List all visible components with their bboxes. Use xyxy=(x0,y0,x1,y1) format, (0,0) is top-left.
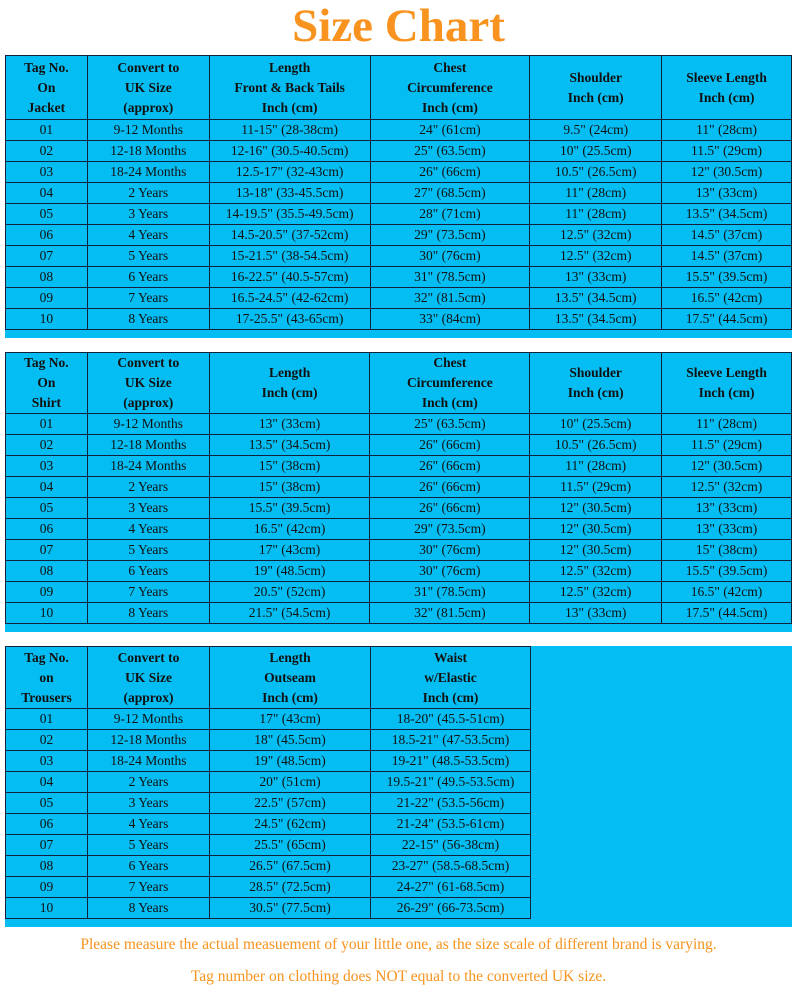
cell-uk-size: 3 Years xyxy=(88,793,210,814)
cell-tag-no: 05 xyxy=(6,793,88,814)
cell-shoulder: 11" (28cm) xyxy=(530,204,662,225)
cell-waist: 23-27" (58.5-68.5cm) xyxy=(371,856,531,877)
header-line: Chest xyxy=(433,355,467,370)
cell-chest: 26" (66cm) xyxy=(370,498,530,519)
cell-uk-size: 3 Years xyxy=(87,204,209,225)
cell-sleeve-length: 17.5" (44.5cm) xyxy=(662,603,792,624)
cell-uk-size: 5 Years xyxy=(88,835,210,856)
tag-number-note: Tag number on clothing does NOT equal to the converted UK size. xyxy=(190,968,607,985)
cell-sleeve-length: 11.5" (29cm) xyxy=(662,141,792,162)
cell-length: 21.5" (54.5cm) xyxy=(209,603,370,624)
table-row xyxy=(6,835,531,856)
header-line: Shoulder xyxy=(569,365,622,380)
header-uk-size xyxy=(88,647,210,709)
header-line: Sleeve Length xyxy=(686,365,767,380)
cell-sleeve-length: 11.5" (29cm) xyxy=(662,435,792,456)
cell-tag-no: 09 xyxy=(6,877,88,898)
cell-length: 11-15" (28-38cm) xyxy=(209,120,370,141)
header-line: UK Size xyxy=(125,669,172,685)
cell-shoulder: 11" (28cm) xyxy=(530,183,662,204)
jacket-size-table xyxy=(5,55,792,330)
cell-tag-no: 02 xyxy=(6,730,88,751)
cell-waist: 22-15" (56-38cm) xyxy=(371,835,531,856)
table-row xyxy=(6,519,792,540)
cell-length: 17" (43cm) xyxy=(209,540,370,561)
table-row xyxy=(6,120,792,141)
cell-tag-no: 08 xyxy=(6,267,88,288)
header-line: (approx) xyxy=(123,395,174,410)
cell-shoulder: 9.5" (24cm) xyxy=(530,120,662,141)
cell-shoulder: 10.5" (26.5cm) xyxy=(530,435,662,456)
cell-length: 15" (38cm) xyxy=(209,477,370,498)
cell-length: 22.5" (57cm) xyxy=(210,793,371,814)
header-line: Tag No. xyxy=(24,59,69,75)
header-line: Inch (cm) xyxy=(421,99,478,115)
cell-sleeve-length: 12" (30.5cm) xyxy=(662,162,792,183)
cell-tag-no: 10 xyxy=(6,603,88,624)
cell-tag-no: 03 xyxy=(6,456,88,477)
cell-tag-no: 04 xyxy=(6,183,88,204)
cell-tag-no: 02 xyxy=(6,141,88,162)
header-line: Circumference xyxy=(407,79,493,95)
cell-length: 17-25.5" (43-65cm) xyxy=(209,309,370,330)
cell-uk-size: 18-24 Months xyxy=(87,456,209,477)
cell-uk-size: 6 Years xyxy=(88,856,210,877)
cell-length: 24.5" (62cm) xyxy=(210,814,371,835)
cell-length: 17" (43cm) xyxy=(210,709,371,730)
cell-shoulder: 13.5" (34.5cm) xyxy=(530,309,662,330)
table-row xyxy=(6,246,792,267)
header-row xyxy=(6,353,792,414)
header-waist xyxy=(371,647,531,709)
header-line: Length xyxy=(268,59,311,75)
header-line: Inch (cm) xyxy=(567,89,624,105)
cell-waist: 19-21" (48.5-53.5cm) xyxy=(371,751,531,772)
cell-chest: 26" (66cm) xyxy=(370,435,530,456)
cell-waist: 24-27" (61-68.5cm) xyxy=(371,877,531,898)
cell-length: 20" (51cm) xyxy=(210,772,371,793)
table-row xyxy=(6,603,792,624)
cell-uk-size: 4 Years xyxy=(87,519,209,540)
cell-sleeve-length: 13" (33cm) xyxy=(662,498,792,519)
jacket-panel xyxy=(5,55,792,338)
cell-tag-no: 02 xyxy=(6,435,88,456)
cell-chest: 31" (78.5cm) xyxy=(370,582,530,603)
cell-chest: 33" (84cm) xyxy=(370,309,530,330)
header-tag-no xyxy=(6,56,88,120)
cell-tag-no: 10 xyxy=(6,309,88,330)
cell-sleeve-length: 14.5" (37cm) xyxy=(662,225,792,246)
header-uk-size xyxy=(87,56,209,120)
header-line: UK Size xyxy=(124,79,172,95)
cell-tag-no: 05 xyxy=(6,498,88,519)
table-row xyxy=(6,751,531,772)
cell-waist: 21-24" (53.5-61cm) xyxy=(371,814,531,835)
cell-waist: 19.5-21" (49.5-53.5cm) xyxy=(371,772,531,793)
table-row xyxy=(6,877,531,898)
cell-uk-size: 12-18 Months xyxy=(87,141,209,162)
cell-length: 15.5" (39.5cm) xyxy=(209,498,370,519)
cell-tag-no: 06 xyxy=(6,225,88,246)
header-length xyxy=(210,647,371,709)
header-shoulder xyxy=(530,56,662,120)
header-row xyxy=(6,647,531,709)
table-row xyxy=(6,414,792,435)
cell-uk-size: 8 Years xyxy=(87,309,209,330)
cell-length: 15-21.5" (38-54.5cm) xyxy=(209,246,370,267)
table-row xyxy=(6,477,792,498)
cell-shoulder: 11" (28cm) xyxy=(530,456,662,477)
cell-tag-no: 09 xyxy=(6,582,88,603)
table-row xyxy=(6,730,531,751)
cell-length: 16-22.5" (40.5-57cm) xyxy=(209,267,370,288)
table-row xyxy=(6,309,792,330)
cell-tag-no: 01 xyxy=(6,709,88,730)
header-line: Convert to xyxy=(117,59,180,75)
header-line: Trousers xyxy=(21,689,72,705)
cell-uk-size: 4 Years xyxy=(88,814,210,835)
cell-length: 18" (45.5cm) xyxy=(210,730,371,751)
header-line: On xyxy=(37,375,56,390)
header-line: Inch (cm) xyxy=(262,689,318,705)
cell-length: 19" (48.5cm) xyxy=(210,751,371,772)
header-line: Convert to xyxy=(117,649,180,665)
cell-uk-size: 7 Years xyxy=(88,877,210,898)
cell-waist: 18-20" (45.5-51cm) xyxy=(371,709,531,730)
header-line: Inch (cm) xyxy=(567,385,624,400)
header-line: Sleeve Length xyxy=(686,69,767,85)
cell-tag-no: 04 xyxy=(6,772,88,793)
cell-length: 14-19.5" (35.5-49.5cm) xyxy=(209,204,370,225)
cell-length: 16.5-24.5" (42-62cm) xyxy=(209,288,370,309)
header-sleeve-length xyxy=(662,56,792,120)
cell-length: 19" (48.5cm) xyxy=(209,561,370,582)
cell-tag-no: 10 xyxy=(6,898,88,919)
table-row xyxy=(6,814,531,835)
cell-shoulder: 10" (25.5cm) xyxy=(530,141,662,162)
cell-length: 28.5" (72.5cm) xyxy=(210,877,371,898)
cell-sleeve-length: 15.5" (39.5cm) xyxy=(662,561,792,582)
cell-length: 12.5-17" (32-43cm) xyxy=(209,162,370,183)
cell-tag-no: 06 xyxy=(6,814,88,835)
cell-uk-size: 5 Years xyxy=(87,540,209,561)
cell-tag-no: 03 xyxy=(6,162,88,183)
cell-uk-size: 2 Years xyxy=(87,183,209,204)
cell-length: 26.5" (67.5cm) xyxy=(210,856,371,877)
cell-waist: 18.5-21" (47-53.5cm) xyxy=(371,730,531,751)
cell-uk-size: 6 Years xyxy=(87,561,209,582)
cell-shoulder: 12.5" (32cm) xyxy=(530,225,662,246)
cell-length: 20.5" (52cm) xyxy=(209,582,370,603)
cell-length: 13.5" (34.5cm) xyxy=(209,435,370,456)
cell-chest: 30" (76cm) xyxy=(370,561,530,582)
cell-tag-no: 06 xyxy=(6,519,88,540)
cell-sleeve-length: 13" (33cm) xyxy=(662,183,792,204)
cell-uk-size: 12-18 Months xyxy=(88,730,210,751)
cell-length: 14.5-20.5" (37-52cm) xyxy=(209,225,370,246)
cell-length: 13-18" (33-45.5cm) xyxy=(209,183,370,204)
header-line: (approx) xyxy=(123,689,174,705)
header-chest xyxy=(370,353,530,414)
header-line: Circumference xyxy=(407,375,493,390)
header-length xyxy=(209,353,370,414)
cell-shoulder: 10" (25.5cm) xyxy=(530,414,662,435)
table-row xyxy=(6,856,531,877)
table-row xyxy=(6,456,792,477)
cell-sleeve-length: 14.5" (37cm) xyxy=(662,246,792,267)
header-tag-no xyxy=(6,647,88,709)
cell-shoulder: 12.5" (32cm) xyxy=(530,582,662,603)
cell-tag-no: 08 xyxy=(6,856,88,877)
table-row xyxy=(6,898,531,919)
table-row xyxy=(6,267,792,288)
header-line: Length xyxy=(269,649,311,665)
cell-tag-no: 01 xyxy=(6,414,88,435)
trousers-panel xyxy=(5,646,792,927)
header-line: Tag No. xyxy=(24,355,69,370)
header-line: Outseam xyxy=(264,669,316,685)
cell-chest: 32" (81.5cm) xyxy=(370,603,530,624)
cell-chest: 25" (63.5cm) xyxy=(370,141,530,162)
header-uk-size xyxy=(87,353,209,414)
header-line: Inch (cm) xyxy=(422,689,479,705)
cell-tag-no: 04 xyxy=(6,477,88,498)
cell-uk-size: 2 Years xyxy=(88,772,210,793)
cell-chest: 24" (61cm) xyxy=(370,120,530,141)
cell-shoulder: 12" (30.5cm) xyxy=(530,498,662,519)
cell-uk-size: 18-24 Months xyxy=(88,751,210,772)
shirt-size-table xyxy=(5,352,792,624)
cell-shoulder: 12.5" (32cm) xyxy=(530,246,662,267)
cell-shoulder: 12" (30.5cm) xyxy=(530,540,662,561)
cell-sleeve-length: 11" (28cm) xyxy=(662,120,792,141)
cell-shoulder: 12.5" (32cm) xyxy=(530,561,662,582)
cell-uk-size: 2 Years xyxy=(87,477,209,498)
table-row xyxy=(6,162,792,183)
cell-uk-size: 9-12 Months xyxy=(87,414,209,435)
cell-length: 12-16" (30.5-40.5cm) xyxy=(209,141,370,162)
cell-uk-size: 3 Years xyxy=(87,498,209,519)
header-line: Front & Back Tails xyxy=(234,79,345,95)
cell-tag-no: 03 xyxy=(6,751,88,772)
cell-uk-size: 8 Years xyxy=(88,898,210,919)
cell-uk-size: 7 Years xyxy=(87,288,209,309)
cell-chest: 29" (73.5cm) xyxy=(370,519,530,540)
table-row xyxy=(6,582,792,603)
cell-length: 30.5" (77.5cm) xyxy=(210,898,371,919)
cell-chest: 26" (66cm) xyxy=(370,456,530,477)
header-line: Chest xyxy=(433,59,467,75)
table-row xyxy=(6,772,531,793)
header-line: Convert to xyxy=(117,355,180,370)
table-row xyxy=(6,540,792,561)
cell-chest: 28" (71cm) xyxy=(370,204,530,225)
table-row xyxy=(6,183,792,204)
cell-uk-size: 6 Years xyxy=(87,267,209,288)
header-line: on xyxy=(39,669,54,685)
cell-waist: 21-22" (53.5-56cm) xyxy=(371,793,531,814)
cell-shoulder: 12" (30.5cm) xyxy=(530,519,662,540)
table-row xyxy=(6,435,792,456)
table-row xyxy=(6,204,792,225)
header-line: Length xyxy=(268,365,311,380)
cell-shoulder: 13.5" (34.5cm) xyxy=(530,288,662,309)
cell-sleeve-length: 16.5" (42cm) xyxy=(662,582,792,603)
cell-uk-size: 5 Years xyxy=(87,246,209,267)
header-tag-no xyxy=(6,353,88,414)
header-line: On xyxy=(37,79,56,95)
cell-uk-size: 12-18 Months xyxy=(87,435,209,456)
cell-sleeve-length: 12.5" (32cm) xyxy=(662,477,792,498)
header-line: Inch (cm) xyxy=(421,395,478,410)
header-line: (approx) xyxy=(123,99,174,115)
trousers-size-table xyxy=(5,646,531,919)
cell-tag-no: 07 xyxy=(6,246,88,267)
cell-uk-size: 7 Years xyxy=(87,582,209,603)
header-line: w/Elastic xyxy=(424,669,477,685)
measurement-note: Please measure the actual measuement of your little one, as the size scale of different brand is varying. xyxy=(80,936,717,953)
cell-tag-no: 07 xyxy=(6,835,88,856)
cell-shoulder: 13" (33cm) xyxy=(530,603,662,624)
table-row xyxy=(6,225,792,246)
header-shoulder xyxy=(530,353,662,414)
table-row xyxy=(6,793,531,814)
shirt-panel xyxy=(5,352,792,632)
table-row xyxy=(6,709,531,730)
header-line: Inch (cm) xyxy=(261,385,318,400)
header-chest xyxy=(370,56,530,120)
header-line: Tag No. xyxy=(24,649,69,665)
cell-length: 15" (38cm) xyxy=(209,456,370,477)
header-line: Shoulder xyxy=(569,69,622,85)
cell-sleeve-length: 12" (30.5cm) xyxy=(662,456,792,477)
cell-chest: 30" (76cm) xyxy=(370,540,530,561)
header-line: UK Size xyxy=(124,375,172,390)
cell-tag-no: 05 xyxy=(6,204,88,225)
cell-chest: 31" (78.5cm) xyxy=(370,267,530,288)
cell-chest: 30" (76cm) xyxy=(370,246,530,267)
cell-uk-size: 8 Years xyxy=(87,603,209,624)
cell-chest: 26" (66cm) xyxy=(370,477,530,498)
cell-length: 25.5" (65cm) xyxy=(210,835,371,856)
header-line: Inch (cm) xyxy=(261,99,318,115)
header-line: Waist xyxy=(433,649,467,665)
cell-shoulder: 13" (33cm) xyxy=(530,267,662,288)
cell-sleeve-length: 13" (33cm) xyxy=(662,519,792,540)
cell-tag-no: 08 xyxy=(6,561,88,582)
cell-sleeve-length: 13.5" (34.5cm) xyxy=(662,204,792,225)
header-line: Inch (cm) xyxy=(698,385,755,400)
header-line: Inch (cm) xyxy=(698,89,755,105)
cell-waist: 26-29" (66-73.5cm) xyxy=(371,898,531,919)
table-row xyxy=(6,288,792,309)
cell-shoulder: 11.5" (29cm) xyxy=(530,477,662,498)
cell-sleeve-length: 15.5" (39.5cm) xyxy=(662,267,792,288)
cell-uk-size: 9-12 Months xyxy=(88,709,210,730)
cell-tag-no: 09 xyxy=(6,288,88,309)
header-sleeve-length xyxy=(662,353,792,414)
table-row xyxy=(6,498,792,519)
cell-length: 13" (33cm) xyxy=(209,414,370,435)
cell-chest: 27" (68.5cm) xyxy=(370,183,530,204)
header-length xyxy=(209,56,370,120)
cell-sleeve-length: 11" (28cm) xyxy=(662,414,792,435)
cell-uk-size: 4 Years xyxy=(87,225,209,246)
cell-uk-size: 18-24 Months xyxy=(87,162,209,183)
cell-sleeve-length: 16.5" (42cm) xyxy=(662,288,792,309)
cell-sleeve-length: 15" (38cm) xyxy=(662,540,792,561)
cell-length: 16.5" (42cm) xyxy=(209,519,370,540)
header-row xyxy=(6,56,792,120)
cell-chest: 25" (63.5cm) xyxy=(370,414,530,435)
cell-tag-no: 01 xyxy=(6,120,88,141)
header-line: Jacket xyxy=(27,99,66,115)
table-row xyxy=(6,141,792,162)
cell-sleeve-length: 17.5" (44.5cm) xyxy=(662,309,792,330)
cell-shoulder: 10.5" (26.5cm) xyxy=(530,162,662,183)
table-row xyxy=(6,561,792,582)
cell-tag-no: 07 xyxy=(6,540,88,561)
header-line: Shirt xyxy=(31,395,62,410)
cell-chest: 26" (66cm) xyxy=(370,162,530,183)
page-title: Size Chart xyxy=(292,0,505,52)
cell-chest: 32" (81.5cm) xyxy=(370,288,530,309)
cell-chest: 29" (73.5cm) xyxy=(370,225,530,246)
cell-uk-size: 9-12 Months xyxy=(87,120,209,141)
